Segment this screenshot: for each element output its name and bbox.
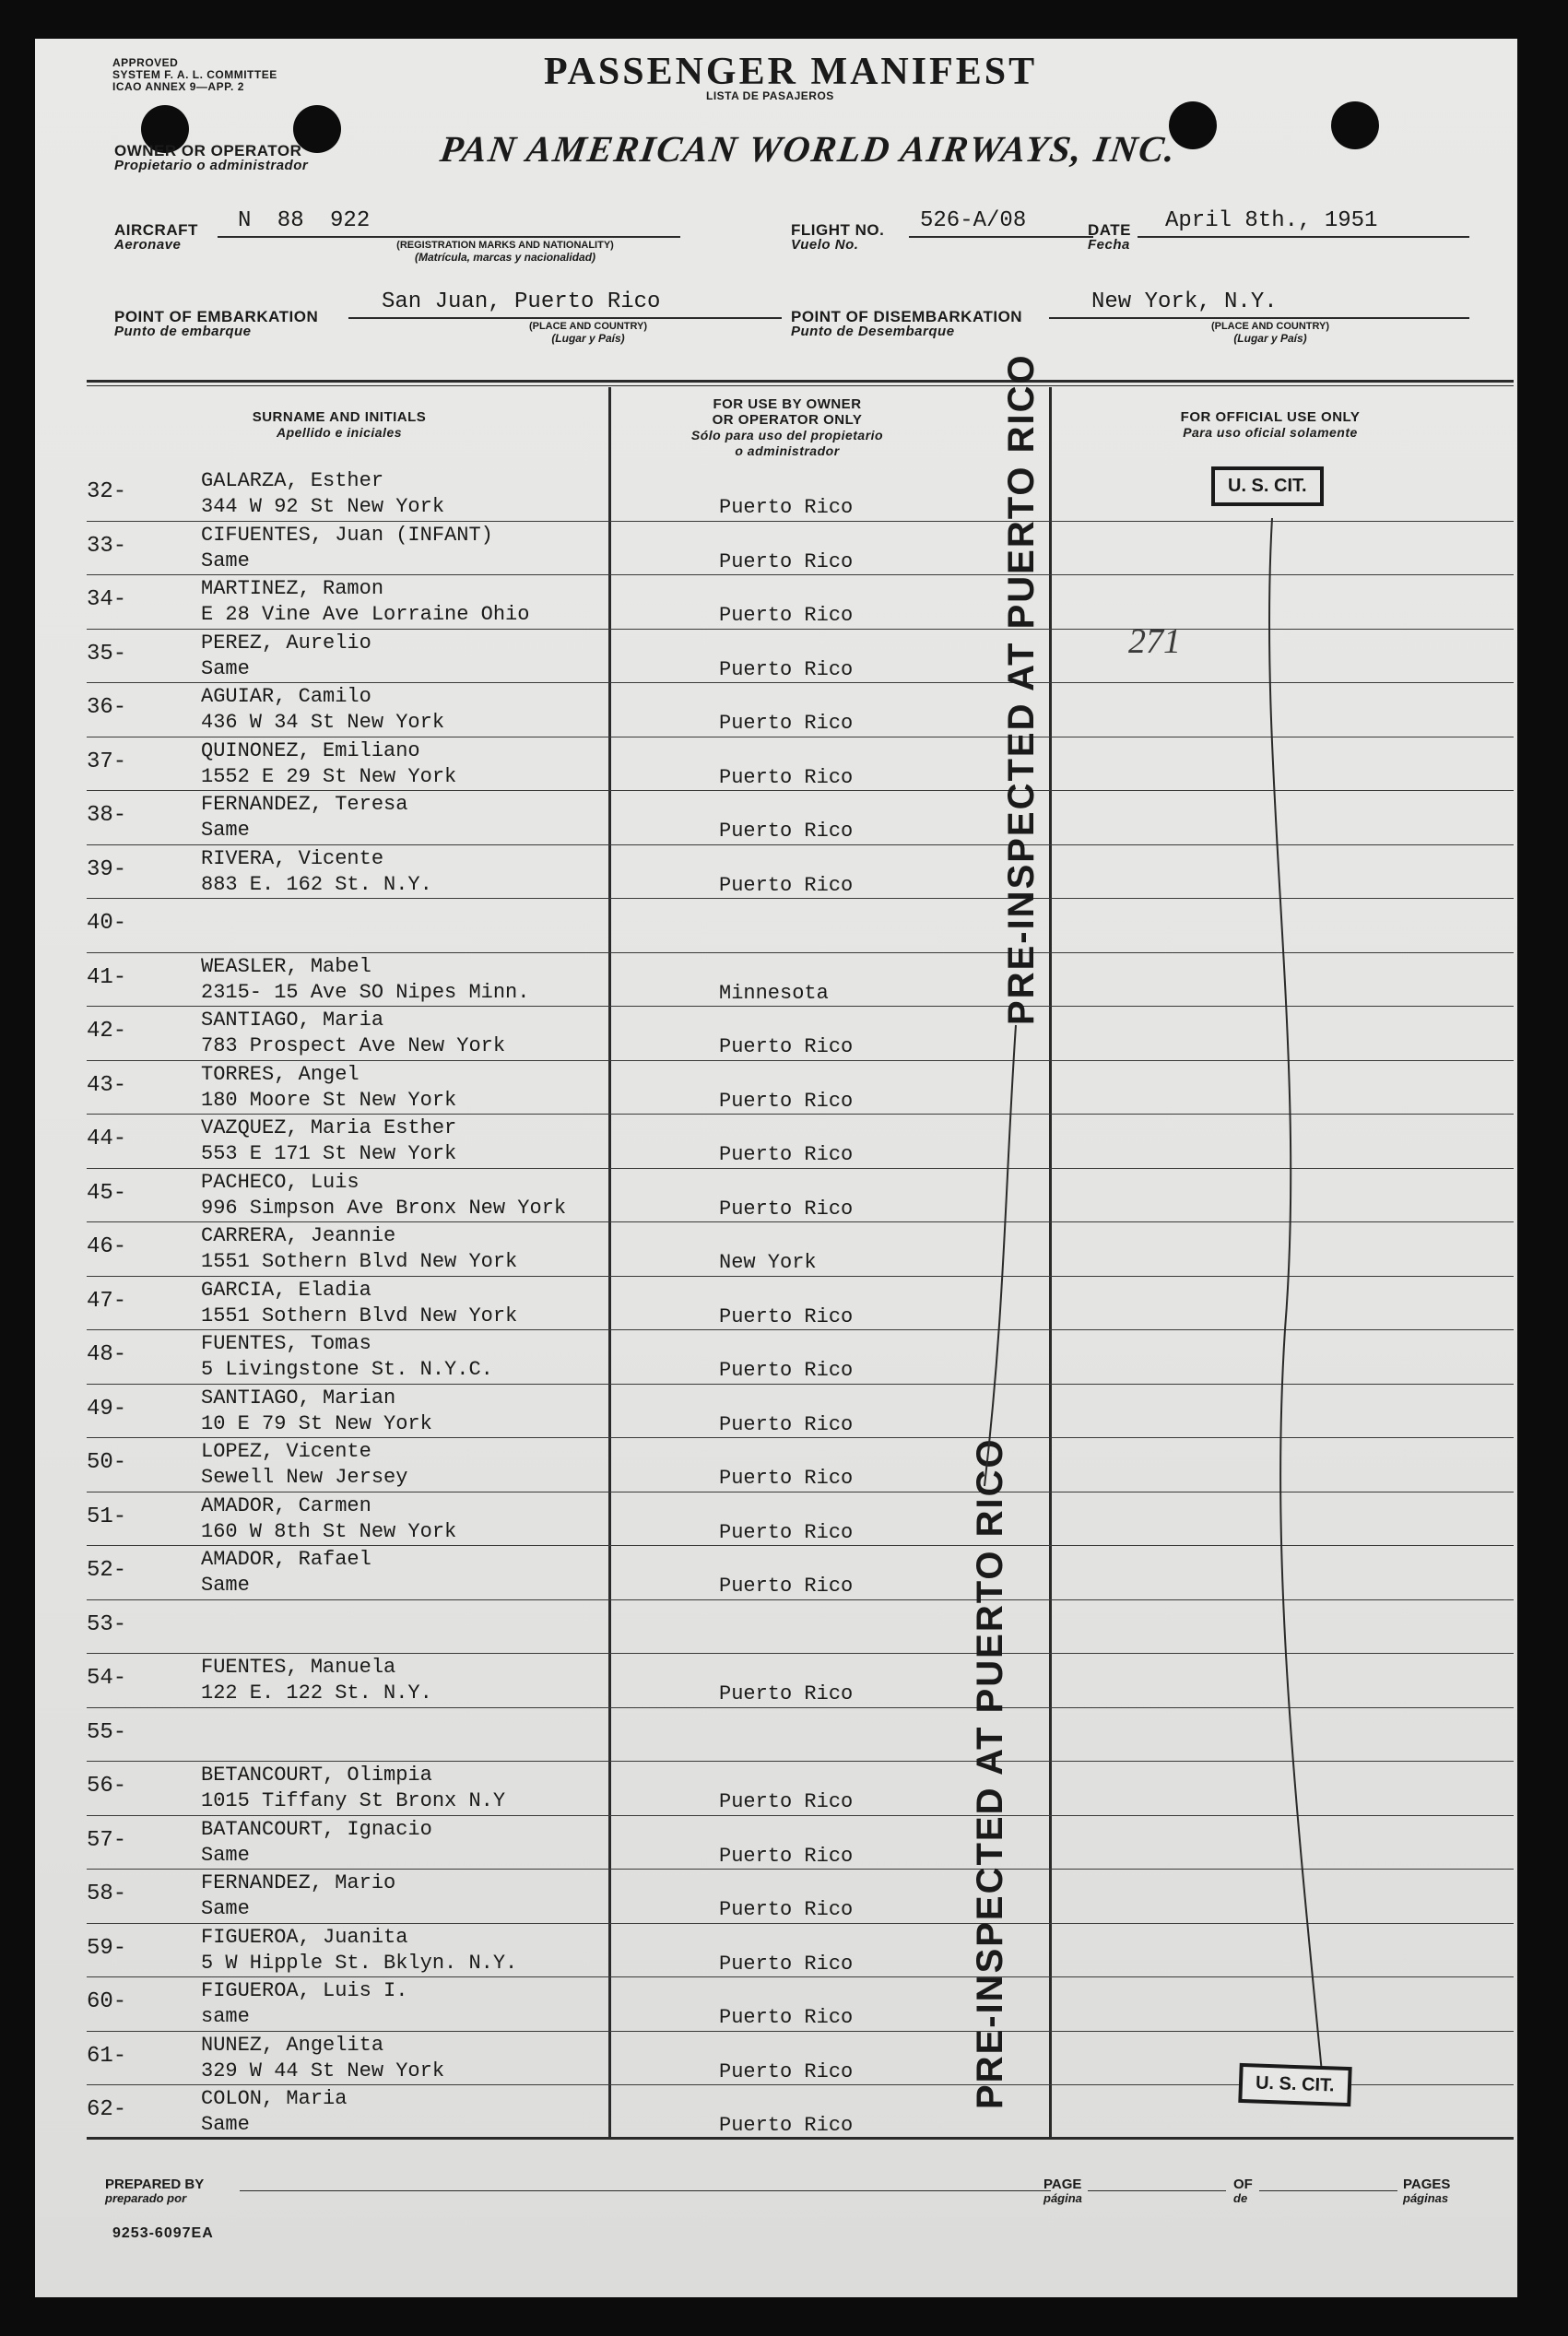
residence-cell: Minnesota — [719, 981, 829, 1005]
aircraft-label: AIRCRAFT Aeronave — [114, 221, 198, 253]
flight-value: 526-A/08 — [920, 208, 1027, 233]
passenger-name: BETANCOURT, Olimpia — [201, 1764, 432, 1787]
residence-cell: Puerto Rico — [719, 712, 854, 735]
row-number: 41- — [87, 964, 127, 990]
row-number: 61- — [87, 2043, 127, 2069]
pre-inspected-stamp: PRE-INSPECTED AT PUERTO RICO — [970, 1437, 1010, 2109]
passenger-name: COLON, Maria — [201, 2087, 348, 2110]
residence-cell: Puerto Rico — [719, 657, 854, 681]
airline-name: PAN AMERICAN WORLD AIRWAYS, INC. — [437, 128, 1180, 170]
residence-cell: Puerto Rico — [719, 496, 854, 519]
passenger-name: MARTINEZ, Ramon — [201, 577, 384, 600]
residence-cell: Puerto Rico — [719, 1412, 854, 1436]
residence-cell: Puerto Rico — [719, 1035, 854, 1058]
passenger-name: PACHECO, Luis — [201, 1170, 360, 1194]
residence-cell: Puerto Rico — [719, 2006, 854, 2029]
row-number: 48- — [87, 1342, 127, 1367]
residence-cell: Puerto Rico — [719, 1682, 854, 1705]
manifest-sheet — [35, 39, 1517, 2297]
row-number: 60- — [87, 1989, 127, 2014]
row-number: 49- — [87, 1396, 127, 1422]
passenger-address: 5 W Hipple St. Bklyn. N.Y. — [201, 1951, 518, 1975]
passenger-address: 883 E. 162 St. N.Y. — [201, 872, 432, 896]
row-number: 34- — [87, 587, 127, 612]
passenger-name: RIVERA, Vicente — [201, 846, 384, 870]
passenger-name: FUENTES, Tomas — [201, 1332, 371, 1355]
col-header-name: SURNAME AND INITIALS Apellido e iniciales — [252, 409, 427, 440]
col-header-owner: FOR USE BY OWNER OR OPERATOR ONLY Sólo para uso del propietario o administrador — [690, 396, 884, 458]
residence-cell: Puerto Rico — [719, 873, 854, 897]
row-number: 51- — [87, 1504, 127, 1529]
residence-cell: Puerto Rico — [719, 820, 854, 843]
handwritten-bracket — [35, 39, 1517, 2297]
passenger-address: 160 W 8th St New York — [201, 1519, 457, 1543]
embarkation-value: San Juan, Puerto Rico — [382, 289, 661, 314]
us-cit-stamp: U. S. CIT. — [1238, 2063, 1351, 2106]
residence-cell: New York — [719, 1251, 817, 1274]
passenger-address: 344 W 92 St New York — [201, 495, 445, 518]
passenger-address: 553 E 171 St New York — [201, 1142, 457, 1165]
residence-cell: Puerto Rico — [719, 1197, 854, 1221]
passenger-address: 1551 Sothern Blvd New York — [201, 1250, 518, 1273]
passenger-name: AMADOR, Rafael — [201, 1548, 371, 1571]
embarkation-note: (PLACE AND COUNTRY) (Lugar y País) — [528, 321, 648, 345]
passenger-name: TORRES, Angel — [201, 1062, 360, 1086]
residence-cell: Puerto Rico — [719, 1844, 854, 1868]
passenger-name: PEREZ, Aurelio — [201, 631, 371, 655]
flight-label: FLIGHT NO. Vuelo No. — [791, 221, 885, 253]
passenger-address: 1551 Sothern Blvd New York — [201, 1304, 518, 1327]
passenger-address: same — [201, 2005, 250, 2028]
passenger-address: Same — [201, 656, 250, 680]
passenger-name: WEASLER, Mabel — [201, 954, 371, 978]
passenger-name: GARCIA, Eladia — [201, 1278, 371, 1302]
form-number: 9253-6097EA — [112, 2225, 214, 2241]
us-cit-stamp: U. S. CIT. — [1211, 466, 1324, 506]
passenger-name: NUNEZ, Angelita — [201, 2033, 384, 2057]
residence-cell: Puerto Rico — [719, 1952, 854, 1976]
passenger-name: SANTIAGO, Maria — [201, 1009, 384, 1032]
row-number: 50- — [87, 1450, 127, 1475]
passenger-name: FIGUEROA, Luis I. — [201, 1979, 408, 2002]
approval-line: SYSTEM F. A. L. COMMITTEE — [112, 68, 277, 81]
passenger-address: 180 Moore St New York — [201, 1088, 457, 1112]
passenger-address: E 28 Vine Ave Lorraine Ohio — [201, 603, 530, 626]
disembarkation-note: (PLACE AND COUNTRY) (Lugar y País) — [1210, 321, 1330, 345]
passenger-name: BATANCOURT, Ignacio — [201, 1817, 432, 1841]
col-header-official: FOR OFFICIAL USE ONLY Para uso oficial solamente — [1180, 409, 1361, 440]
passenger-name: FUENTES, Manuela — [201, 1656, 396, 1679]
passenger-address: 1015 Tiffany St Bronx N.Y — [201, 1789, 506, 1812]
passenger-address: 5 Livingstone St. N.Y.C. — [201, 1358, 493, 1381]
row-number: 44- — [87, 1127, 127, 1151]
pages-label: PAGES páginas — [1403, 2177, 1451, 2205]
row-number: 54- — [87, 1666, 127, 1691]
row-number: 53- — [87, 1611, 127, 1637]
date-value: April 8th., 1951 — [1165, 208, 1378, 233]
passenger-name: AMADOR, Carmen — [201, 1493, 371, 1517]
residence-cell: Puerto Rico — [719, 1304, 854, 1328]
embarkation-label: POINT OF EMBARKATION Punto de embarque — [114, 308, 319, 339]
passenger-name: VAZQUEZ, Maria Esther — [201, 1116, 457, 1139]
residence-cell: Puerto Rico — [719, 1089, 854, 1113]
passenger-name: CARRERA, Jeannie — [201, 1224, 396, 1247]
residence-cell: Puerto Rico — [719, 1898, 854, 1921]
residence-cell: Puerto Rico — [719, 604, 854, 627]
passenger-address: 10 E 79 St New York — [201, 1411, 432, 1435]
row-number: 39- — [87, 856, 127, 882]
passenger-address: 329 W 44 St New York — [201, 2059, 445, 2082]
row-number: 57- — [87, 1827, 127, 1853]
page-label: PAGE página — [1043, 2177, 1082, 2205]
passenger-address: Sewell New Jersey — [201, 1466, 408, 1489]
row-number: 35- — [87, 641, 127, 667]
passenger-name: FIGUEROA, Juanita — [201, 1925, 408, 1949]
row-number: 55- — [87, 1719, 127, 1745]
row-number: 58- — [87, 1882, 127, 1906]
passenger-address: 2315- 15 Ave SO Nipes Minn. — [201, 980, 530, 1004]
residence-cell: Puerto Rico — [719, 2114, 854, 2137]
passenger-address: Same — [201, 549, 250, 572]
residence-cell: Puerto Rico — [719, 1467, 854, 1490]
residence-cell: Puerto Rico — [719, 765, 854, 789]
disembarkation-label: POINT OF DISEMBARKATION Punto de Desembarque — [791, 308, 1023, 339]
page-title: PASSENGER MANIFEST — [544, 51, 1038, 93]
pre-inspected-stamp: PRE-INSPECTED AT PUERTO RICO — [1001, 353, 1042, 1025]
page-subtitle: LISTA DE PASAJEROS — [706, 89, 834, 102]
passenger-address: 996 Simpson Ave Bronx New York — [201, 1196, 567, 1220]
disembarkation-value: New York, N.Y. — [1091, 289, 1278, 314]
prepared-by-label: PREPARED BY preparado por — [105, 2177, 205, 2205]
row-number: 59- — [87, 1935, 127, 1961]
aircraft-value: N 88 922 — [238, 208, 371, 233]
aircraft-note: (REGISTRATION MARKS AND NATIONALITY) (Matrícula, marcas y nacionalidad) — [396, 240, 614, 264]
passenger-address: Same — [201, 1574, 250, 1597]
passenger-name: LOPEZ, Vicente — [201, 1440, 371, 1463]
row-number: 37- — [87, 749, 127, 774]
row-number: 33- — [87, 533, 127, 559]
approval-line: APPROVED — [112, 56, 179, 69]
passenger-name: GALARZA, Esther — [201, 469, 384, 492]
official-note: 271 — [1128, 622, 1181, 661]
passenger-name: CIFUENTES, Juan (INFANT) — [201, 523, 493, 547]
passenger-address: Same — [201, 819, 250, 842]
passenger-address: Same — [201, 2113, 250, 2136]
passenger-address: 1552 E 29 St New York — [201, 764, 457, 788]
passenger-address: 122 E. 122 St. N.Y. — [201, 1681, 432, 1705]
row-number: 56- — [87, 1774, 127, 1799]
row-number: 45- — [87, 1180, 127, 1206]
row-number: 62- — [87, 2097, 127, 2122]
residence-cell: Puerto Rico — [719, 1143, 854, 1166]
of-label: OF de — [1233, 2177, 1253, 2205]
residence-cell: Puerto Rico — [719, 1359, 854, 1382]
row-number: 42- — [87, 1019, 127, 1044]
passenger-address: 783 Prospect Ave New York — [201, 1034, 506, 1057]
row-number: 40- — [87, 911, 127, 936]
passenger-name: FERNANDEZ, Teresa — [201, 793, 408, 816]
approval-line: ICAO ANNEX 9—APP. 2 — [112, 80, 244, 93]
residence-cell: Puerto Rico — [719, 1520, 854, 1544]
residence-cell: Puerto Rico — [719, 1790, 854, 1813]
passenger-address: 436 W 34 St New York — [201, 711, 445, 734]
passenger-address: Same — [201, 1897, 250, 1920]
passenger-name: AGUIAR, Camilo — [201, 685, 371, 708]
row-number: 46- — [87, 1234, 127, 1259]
residence-cell: Puerto Rico — [719, 1575, 854, 1598]
passenger-name: QUINONEZ, Emiliano — [201, 738, 420, 762]
row-number: 47- — [87, 1288, 127, 1314]
date-label: DATE Fecha — [1088, 221, 1132, 253]
owner-label: OWNER OR OPERATOR Propietario o administrador — [114, 142, 309, 173]
row-number: 43- — [87, 1072, 127, 1098]
passenger-name: SANTIAGO, Marian — [201, 1386, 396, 1410]
residence-cell: Puerto Rico — [719, 2059, 854, 2083]
row-number: 36- — [87, 695, 127, 720]
row-number: 52- — [87, 1558, 127, 1583]
row-number: 38- — [87, 803, 127, 828]
row-number: 32- — [87, 479, 127, 504]
residence-cell: Puerto Rico — [719, 549, 854, 573]
passenger-address: Same — [201, 1843, 250, 1867]
passenger-name: FERNANDEZ, Mario — [201, 1871, 396, 1894]
